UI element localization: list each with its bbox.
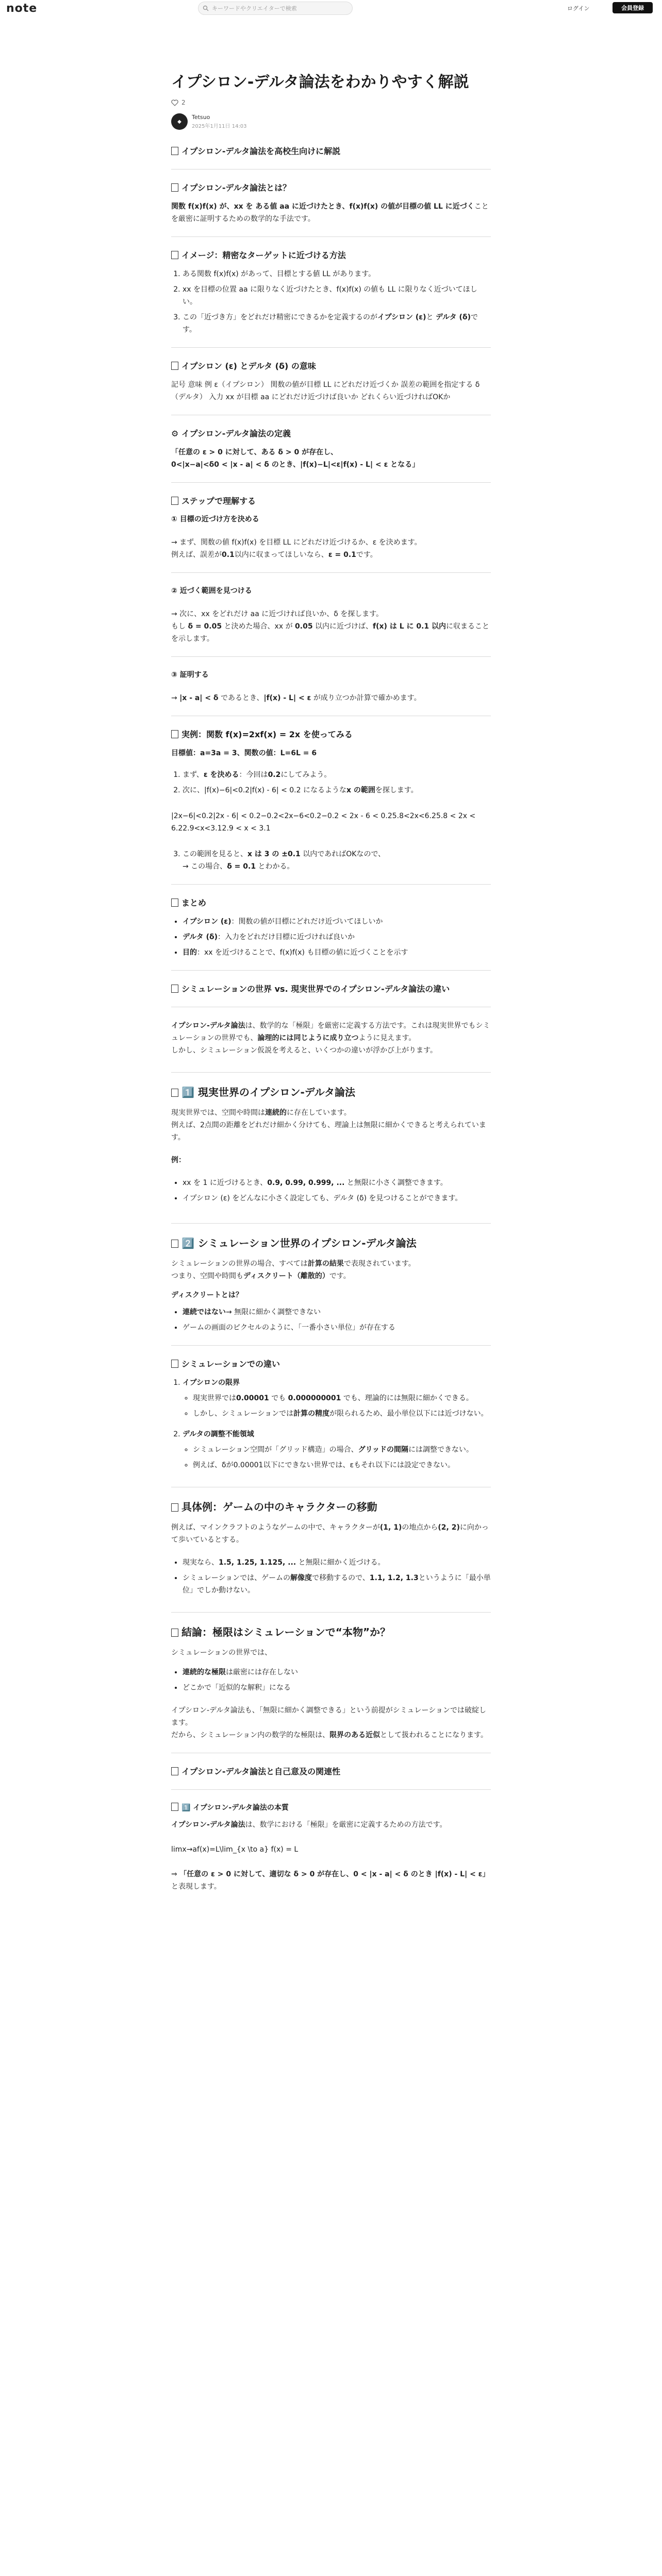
note-logo[interactable]: note [6,2,38,15]
section-heading: シミュレーションの世界 vs. 現実世界でのイプシロン-デルタ論法の違い [171,983,491,995]
box-icon [171,1240,178,1248]
subheading: ③ 証明する [171,671,209,679]
box-icon [171,1629,178,1637]
paragraph: 現実世界では、空間や時間は連続的に存在しています。 例えば、2点間の距離をどれだけ細かく分けても、理論上は無限に細かくできると考えられています。 [171,1109,486,1142]
equation: |2x−6|<0.2|2x - 6| < 0.2−0.2<2x−6<0.2−0.2 < 2x - 6 < 0.25.8<2x<6.25.8 < 2x < 6.22.9<x<3.12.9 < x < 3.1 [171,812,476,833]
divider [171,1789,491,1790]
heart-icon[interactable] [171,99,178,106]
definition: 「任意の ε > 0 に対して、ある δ > 0 が存在し、 0<|x−a|<δ0 < |x - a| < δ のとき、|f(x)−L|<ε|f(x) - L| < ε となる」 [171,448,420,469]
list-item: • 目的：xx を近づけることで、f(x)f(x) も目標の値に近づくことを示す [183,946,491,959]
section-heading: まとめ [171,897,491,909]
subheading: 1️⃣ イプシロン-デルタ論法の本質 [171,1802,491,1814]
search-placeholder: キーワードやクリエイターで検索 [212,5,297,12]
signup-button[interactable]: 会員登録 [613,2,653,13]
paragraph: → まず、関数の値 f(x)f(x) を目標 LL にどれだけ近づけるか、ε を決めます。 例えば、誤差が0.1以内に収まってほしいなら、ε = 0.1です。 [171,538,422,559]
section-heading: 1️⃣ 現実世界のイプシロン-デルタ論法 [171,1085,491,1099]
box-icon [171,251,178,259]
divider [171,1345,491,1346]
list-item: ◦ シミュレーション空間が「グリッド構造」の場合、グリッドの間隔には調整できない。 [193,1444,491,1456]
author-name[interactable]: Tetsuo [192,114,210,121]
subheading: ② 近づく範囲を見つける [171,587,252,595]
box-icon [171,1503,178,1512]
paragraph: シミュレーションの世界の場合、すべては計算の結果で表現されています。 つまり、空間や時間もディスクリート（離散的）です。 [171,1260,416,1280]
paragraph: イプシロン-デルタ論法は、数学的な「極限」を厳密に定義する方法です。これは現実世界でもシミュレーションの世界でも、論理的には同じように成り立つように見えます。 しかし、シミュレーション仮説を考えると、いくつかの違いが浮かび上がります。 [171,1022,490,1055]
box-icon [171,730,178,738]
box-icon [171,1803,178,1811]
top-bar [0,0,662,16]
author-block[interactable] [171,113,491,130]
box-icon [171,1089,178,1097]
bullet-list [183,1666,491,1694]
list-item: 3. この範囲を見ると、x は 3 の ±0.1 以内であればOKなので、 → この場合、δ = 0.1 とわかる。 [183,848,491,873]
box-icon [171,1360,178,1368]
section-heading: 具体例：ゲームの中のキャラクターの移動 [171,1500,491,1514]
paragraph: ⇒ 「任意の ε > 0 に対して、適切な δ > 0 が存在し、0 < |x - a| < δ のとき |f(x) - L| < ε」 と表現します。 [171,1870,490,1891]
divider [171,1072,491,1073]
author-date: 2025年1月11日 14:03 [192,124,247,129]
divider [171,970,491,971]
box-icon [171,147,178,155]
paragraph: 関数 f(x)f(x) が、xx を ある値 aa に近づけたとき、f(x)f(x) の値が目標の値 LL に近づくことを厳密に証明するための数学的な手法です。 [171,202,489,223]
list-item: • デルタ (δ)：入力をどれだけ目標に近づければ良いか [183,931,491,943]
divider [171,884,491,885]
avatar[interactable]: ◆ [171,113,188,130]
ordered-list [183,268,491,336]
bullet-list [183,1556,491,1597]
box-icon [171,899,178,907]
ordered-list [183,1377,491,1471]
list-item: 3. この「近づき方」をどれだけ精密にできるかを定義するのがイプシロン (ε)と デルタ (δ)です。 [183,311,491,336]
section-heading: シミュレーションでの違い [171,1358,491,1370]
section-heading: 実例：関数 f(x)=2xf(x) = 2x を使ってみる [171,728,491,741]
list-item: ◦ しかし、シミュレーションでは計算の精度が限られるため、最小単位以下には近づけない。 [193,1408,491,1420]
bullet-list [183,1306,491,1334]
section-heading: イプシロン-デルタ論法と自己意及の関連性 [171,1766,491,1778]
subheading: ディスクリートとは？ [171,1291,243,1299]
list-item: • イプシロン (ε)：関数の値が目標にどれだけ近づいてほしいか [183,916,491,928]
paragraph: → 次に、xx をどれだけ aa に近づければ良いか、δ を探します。 もし δ = 0.05 と決めた場合、xx が 0.05 以内に近づけば、f(x) は L に 0.1 以内に収まることを示します。 [171,610,490,643]
divider [171,482,491,483]
article [171,72,491,1900]
divider [171,236,491,237]
login-link[interactable]: ログイン [567,5,590,12]
paragraph: → |x - a| < δ であるとき、|f(x) - L| < ε が成り立つか計算で確かめます。 [171,694,421,702]
list-item: 1. まず、ε を決める：今回は0.2にしてみよう。 [183,769,491,781]
paragraph: 記号 意味 例 ε（イプシロン） 関数の値が目標 LL にどれだけ近づくか 誤差の範囲を指定する δ（デルタ） 入力 xx が目標 aa にどれだけ近づけば良いか どれくらい近づければOKか [171,381,480,401]
list-item: 1. ある関数 f(x)f(x) があって、目標とする値 LL があります。 [183,268,491,280]
section-heading: イメージ：精密なターゲットに近づける方法 [171,249,491,262]
list-item: • xx を 1 に近づけるとき、0.9, 0.99, 0.999, ... と無限に小さく調整できます。 [183,1177,491,1189]
section-heading: ⚙ イプシロン-デルタ論法の定義 [171,429,291,438]
list-item: • 現実なら、1.5, 1.25, 1.125, ... と無限に細かく近づける。 [183,1556,491,1569]
ordered-list [183,848,491,873]
list-item: • シミュレーションでは、ゲームの解像度で移動するので、1.1, 1.2, 1.3というように「最小単位」でしか動けない。 [183,1572,491,1597]
paragraph: イプシロン-デルタ論法は、数学における「極限」を厳密に定義するための方法です。 [171,1821,447,1829]
box-icon [171,1767,178,1775]
subheading: ① 目標の近づけ方を決める [171,515,259,523]
list-item: 2. xx を目標の位置 aa に限りなく近づけたとき、f(x)f(x) の値も LL に限りなく近づいてほしい。 [183,283,491,308]
section-heading: イプシロン-デルタ論法を高校生向けに解説 [171,145,491,158]
divider [171,347,491,348]
list-item: 2. デルタの調整不能領域 ◦ シミュレーション空間が「グリッド構造」の場合、グリッドの間隔には調整できない。 ◦ 例えば、δが0.00001以下にできない世界では、εもそれ以下には設定できない。 [183,1428,491,1471]
like-count: 2 [181,99,186,106]
bullet-list [183,916,491,959]
section-heading: イプシロン-デルタ論法とは？ [171,182,491,194]
list-item: • どこかで「近似的な解釈」になる [183,1682,491,1694]
paragraph: 目標値：a=3a = 3、関数の値：L=6L = 6 [171,749,317,757]
equation: lim⁡x→af(x)=L\lim_{x \to a} f(x) = L [171,1845,299,1854]
paragraph: イプシロン-デルタ論法も、「無限に細かく調整できる」という前提がシミュレーションでは破綻します。 だから、シミュレーション内の数学的な極限は、限界のある近似として扱われることになります。 [171,1706,488,1739]
list-item: 1. イプシロンの限界 ◦ 現実世界では0.00001 でも 0.000000001 でも、理論的には無限に細かくできる。 ◦ しかし、シミュレーションでは計算の精度が限られるため、最小単位以下には近づけない。 [183,1377,491,1420]
list-item: ◦ 例えば、δが0.00001以下にできない世界では、εもそれ以下には設定できない。 [193,1459,491,1471]
divider [171,169,491,170]
list-item: • イプシロン (ε) をどんなに小さく設定しても、デルタ (δ) を見つけることができます。 [183,1192,491,1205]
box-icon [171,183,178,192]
divider [171,656,491,657]
box-icon [171,362,178,370]
section-heading: イプシロン (ε) とデルタ (δ) の意味 [171,360,491,372]
search-box[interactable] [198,2,353,15]
bullet-list [193,1444,491,1471]
paragraph: 例： [171,1156,186,1164]
box-icon [171,985,178,993]
list-item: ◦ 現実世界では0.00001 でも 0.000000001 でも、理論的には無限に細かくできる。 [193,1392,491,1404]
search-icon [203,5,209,11]
box-icon [171,497,178,505]
list-item: • 連続ではない→ 無限に細かく調整できない [183,1306,491,1318]
list-item: • 連続的な極限は厳密には存在しない [183,1666,491,1679]
divider [171,572,491,573]
bullet-list [183,1177,491,1205]
page-title: イプシロン-デルタ論法をわかりやすく解説 [171,73,469,91]
divider [171,1612,491,1613]
like-row [171,99,491,106]
divider [171,1223,491,1224]
section-heading: ステップで理解する [171,495,491,507]
bullet-list [193,1392,491,1420]
section-heading: 2️⃣ シミュレーション世界のイプシロン-デルタ論法 [171,1236,491,1250]
paragraph: 例えば、マインクラフトのようなゲームの中で、キャラクターが(1, 1)の地点から(2, 2)に向かって歩いているとする。 [171,1523,489,1544]
section-heading: 結論：極限はシミュレーションで“本物”か？ [171,1625,491,1639]
list-item: • ゲームの画面のピクセルのように、「一番小さい単位」が存在する [183,1321,491,1334]
list-item: 2. 次に、|f(x)−6|<0.2|f(x) - 6| < 0.2 になるようなx の範囲を探します。 [183,784,491,796]
gear-icon: ⚙ [171,429,181,438]
paragraph: シミュレーションの世界では、 [171,1649,272,1657]
ordered-list [183,769,491,796]
